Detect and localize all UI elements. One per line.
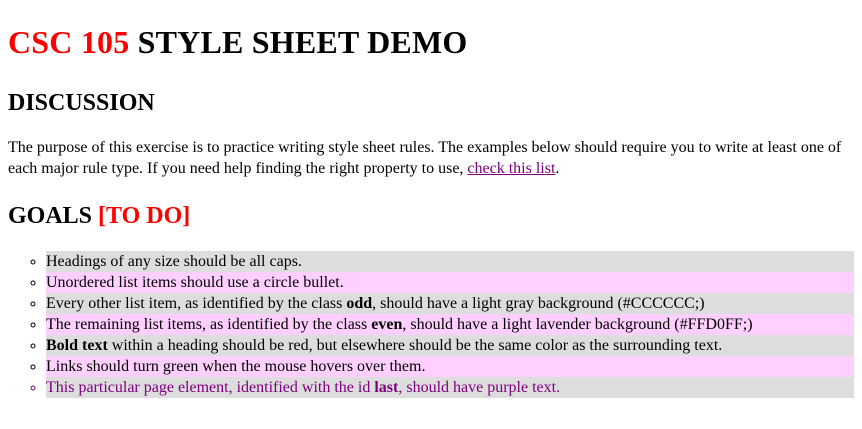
goal-text: Every other list item, as identified by the class — [46, 295, 347, 312]
goal-item-odd-background — [46, 293, 854, 314]
goal-text: This particular page element, identified with the id — [46, 379, 375, 396]
goals-list — [8, 251, 854, 398]
goal-text: The remaining list items, as identified by the class — [46, 316, 372, 333]
page-title-course: CSC 105 — [8, 24, 130, 60]
goal-text: , should have a light gray background (#CCCCCC;) — [372, 295, 705, 312]
page-title — [8, 0, 854, 61]
discussion-paragraph — [8, 137, 854, 179]
goal-text: Headings of any size should be all caps. — [46, 253, 302, 270]
goal-text: within a heading should be red, but elsewhere should be the same color as the surrounding text. — [107, 337, 723, 354]
goal-text: , should have purple text. — [398, 379, 561, 396]
discussion-text-end: . — [555, 160, 560, 177]
goal-text: Unordered list items should use a circle bullet. — [46, 274, 344, 291]
check-list-link[interactable]: check this list — [467, 160, 556, 177]
discussion-heading: DISCUSSION — [8, 90, 155, 116]
goal-item-circle-bullet — [46, 272, 854, 293]
goals-heading-todo: [TO DO] — [98, 203, 191, 229]
goal-bold-text: Bold text — [46, 337, 108, 354]
goal-text: , should have a light lavender background (#FFD0FF;) — [402, 316, 753, 333]
goals-heading — [8, 202, 854, 230]
goal-item-caps — [46, 251, 854, 272]
goal-text: Links should turn green when the mouse hovers over them. — [46, 358, 426, 375]
goal-item-bold-text — [46, 335, 854, 356]
goal-class-odd: odd — [346, 295, 373, 312]
goal-id-last: last — [374, 379, 399, 396]
goal-class-even: even — [371, 316, 403, 333]
goal-item-even-background — [46, 314, 854, 335]
page-title-rest: STYLE SHEET DEMO — [129, 24, 468, 60]
goals-heading-text: GOALS — [8, 203, 99, 229]
goal-item-last — [46, 377, 854, 398]
discussion-text: The purpose of this exercise is to practice writing style sheet rules. The examples below should require you to write at least one of each major rule type. If you need help finding the right property to use, — [8, 139, 842, 177]
goal-item-link-hover — [46, 356, 854, 377]
